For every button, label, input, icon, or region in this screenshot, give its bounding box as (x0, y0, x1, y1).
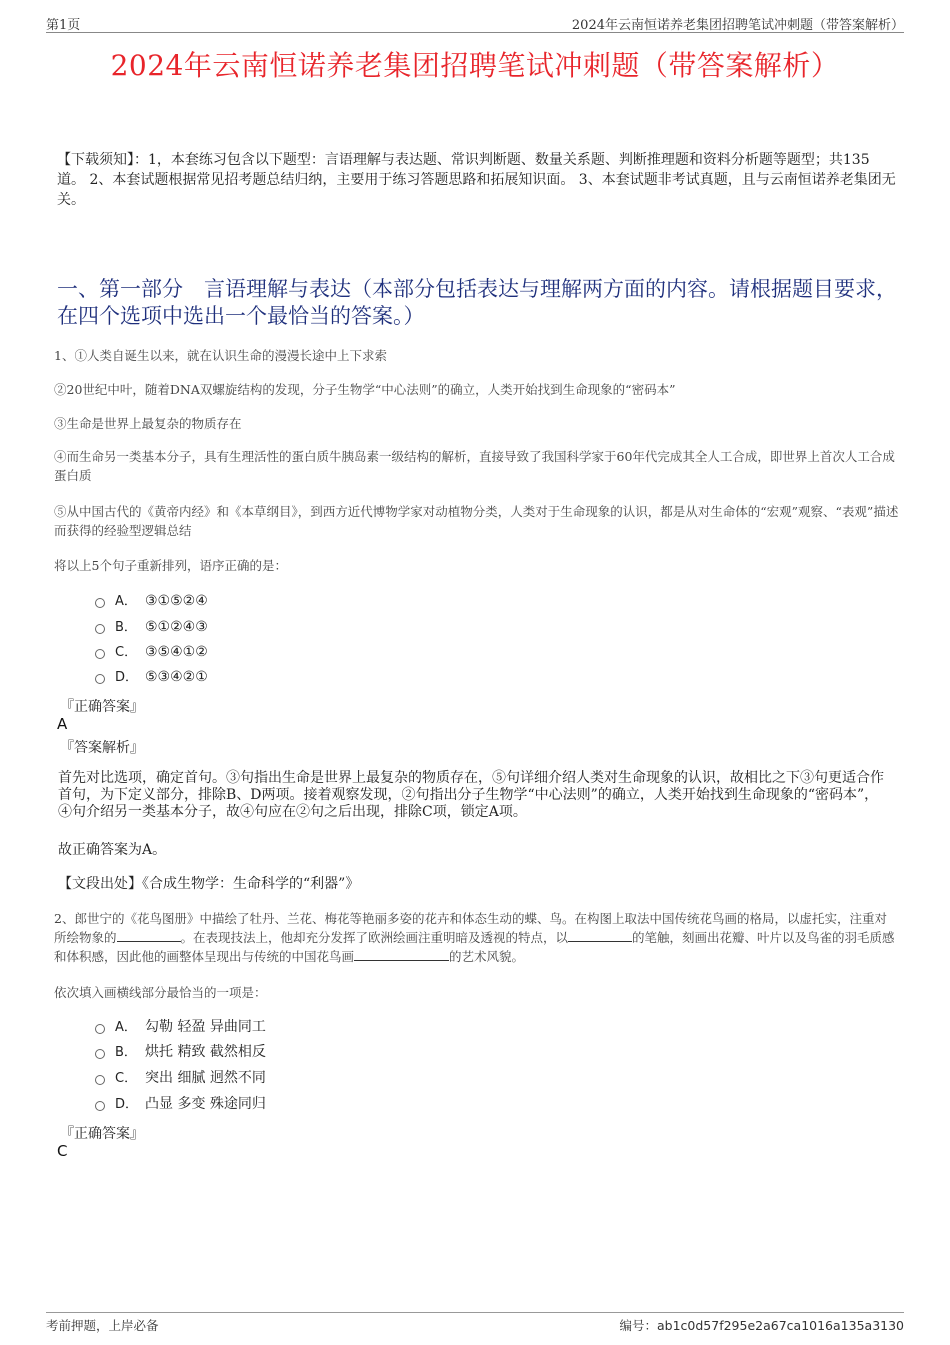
q2-answer: C (57, 1142, 68, 1160)
q1-source: 【文段出处】《合成生物学：生命科学的“利器”》 (58, 876, 360, 892)
q1-analysis: 首先对比选项，确定首句。③句指出生命是世界上最复杂的物质存在，⑤句详细介绍人类对生命现象的认识，故相比之下③句更适合作首句，为下定义部分，排除B、D两项。接着观察发现，②句指出分子生物学“中心法则”的确立，人类开始找到生命现象的“密码本”，④句介绍另一类基本分子，故④句应在②句之后出现，排除C项，锁定A项。 (58, 770, 884, 820)
header-doc-title: 2024年云南恒诺养老集团招聘笔试冲刺题（带答案解析） (571, 18, 904, 33)
q1-option-a[interactable]: A． ③①⑤②④ (95, 591, 208, 611)
page-title: 2024年云南恒诺养老集团招聘笔试冲刺题（带答案解析） (110, 49, 840, 82)
q1-sentence-4: ④而生命另一类基本分子，具有生理活性的蛋白质牛胰岛素一级结构的解析，直接导致了我国科学家于60年代完成其全人工合成，即世界上首次人工合成蛋白质 (54, 449, 895, 483)
radio-icon[interactable] (95, 649, 105, 659)
q1-option-d[interactable]: D． ⑤③④②① (95, 667, 208, 687)
radio-icon[interactable] (95, 1075, 105, 1085)
radio-icon[interactable] (95, 598, 105, 608)
q1-sentence-3: ③生命是世界上最复杂的物质存在 (54, 416, 242, 431)
footer-code: 编号：ab1c0d57f295e2a67ca1016a135a3130 (619, 1318, 904, 1333)
q1-answer: A (57, 715, 68, 733)
q2-option-a[interactable]: A． 勾勒 轻盈 异曲同工 (95, 1017, 266, 1037)
radio-icon[interactable] (95, 1049, 105, 1059)
q1-sentence-2: ②20世纪中叶，随着DNA双螺旋结构的发现，分子生物学“中心法则”的确立，人类开始找到生命现象的“密码本” (54, 382, 676, 397)
q2-prompt: 依次填入画横线部分最恰当的一项是： (54, 985, 267, 1000)
q2-option-b[interactable]: B． 烘托 精致 截然相反 (95, 1042, 266, 1062)
q1-prompt: 将以上5个句子重新排列，语序正确的是： (54, 558, 287, 573)
download-notice: 【下载须知】：1，本套练习包含以下题型：言语理解与表达题、常识判断题、数量关系题、判断推理题和资料分析题等题型；共135道。 2、本套试题根据常见招考题总结归纳，主要用于练习答题思路和拓展知识面。 3、本套试题非考试真题，且与云南恒诺养老集团无关。 (57, 152, 896, 208)
radio-icon[interactable] (95, 674, 105, 684)
radio-icon[interactable] (95, 1024, 105, 1034)
q2-stem: 2、郎世宁的《花鸟图册》中描绘了牡丹、兰花、梅花等艳丽多姿的花卉和体态生动的蝶、鸟。在构图上取法中国传统花鸟画的格局，以虚托实，注重对所绘物象的 。在表现技法上，他却充分发挥了欧洲绘画注重明暗及透视的特点，以 的笔触，刻画出花瓣、叶片以及鸟雀的羽毛质感和体积感，因此他的画整体呈现出与传统的中国花鸟画 的艺术风貌。 (54, 911, 895, 964)
q1-sentence-1: 1、①人类自诞生以来，就在认识生命的漫漫长途中上下求索 (54, 348, 387, 363)
radio-icon[interactable] (95, 1101, 105, 1111)
page-header (46, 14, 904, 33)
q2-option-c[interactable]: C． 突出 细腻 迥然不同 (95, 1068, 266, 1088)
q1-answer-label: 『正确答案』 (60, 699, 144, 715)
page-number: 第1页 (46, 18, 81, 33)
page-footer (46, 1312, 904, 1333)
q2-answer-label: 『正确答案』 (60, 1126, 144, 1142)
radio-icon[interactable] (95, 624, 105, 634)
q1-analysis-label: 『答案解析』 (60, 740, 144, 756)
q1-option-c[interactable]: C． ③⑤④①② (95, 642, 208, 662)
blank-1 (117, 928, 181, 942)
q2-option-d[interactable]: D． 凸显 多变 殊途同归 (95, 1094, 266, 1114)
section-heading: 一、第一部分 言语理解与表达（本部分包括表达与理解两方面的内容。请根据题目要求，在四个选项中选出一个最恰当的答案。） (57, 277, 897, 328)
blank-2 (568, 928, 632, 942)
q1-sentence-5: ⑤从中国古代的《黄帝内经》和《本草纲目》，到西方近代博物学家对动植物分类，人类对于生命现象的认识，都是从对生命体的“宏观”观察、“表观”描述而获得的经验型逻辑总结 (54, 504, 899, 538)
q1-option-b[interactable]: B． ⑤①②④③ (95, 617, 208, 637)
footer-slogan: 考前押题，上岸必备 (46, 1318, 159, 1333)
blank-3 (354, 947, 449, 961)
q1-conclusion: 故正确答案为A。 (58, 842, 167, 858)
